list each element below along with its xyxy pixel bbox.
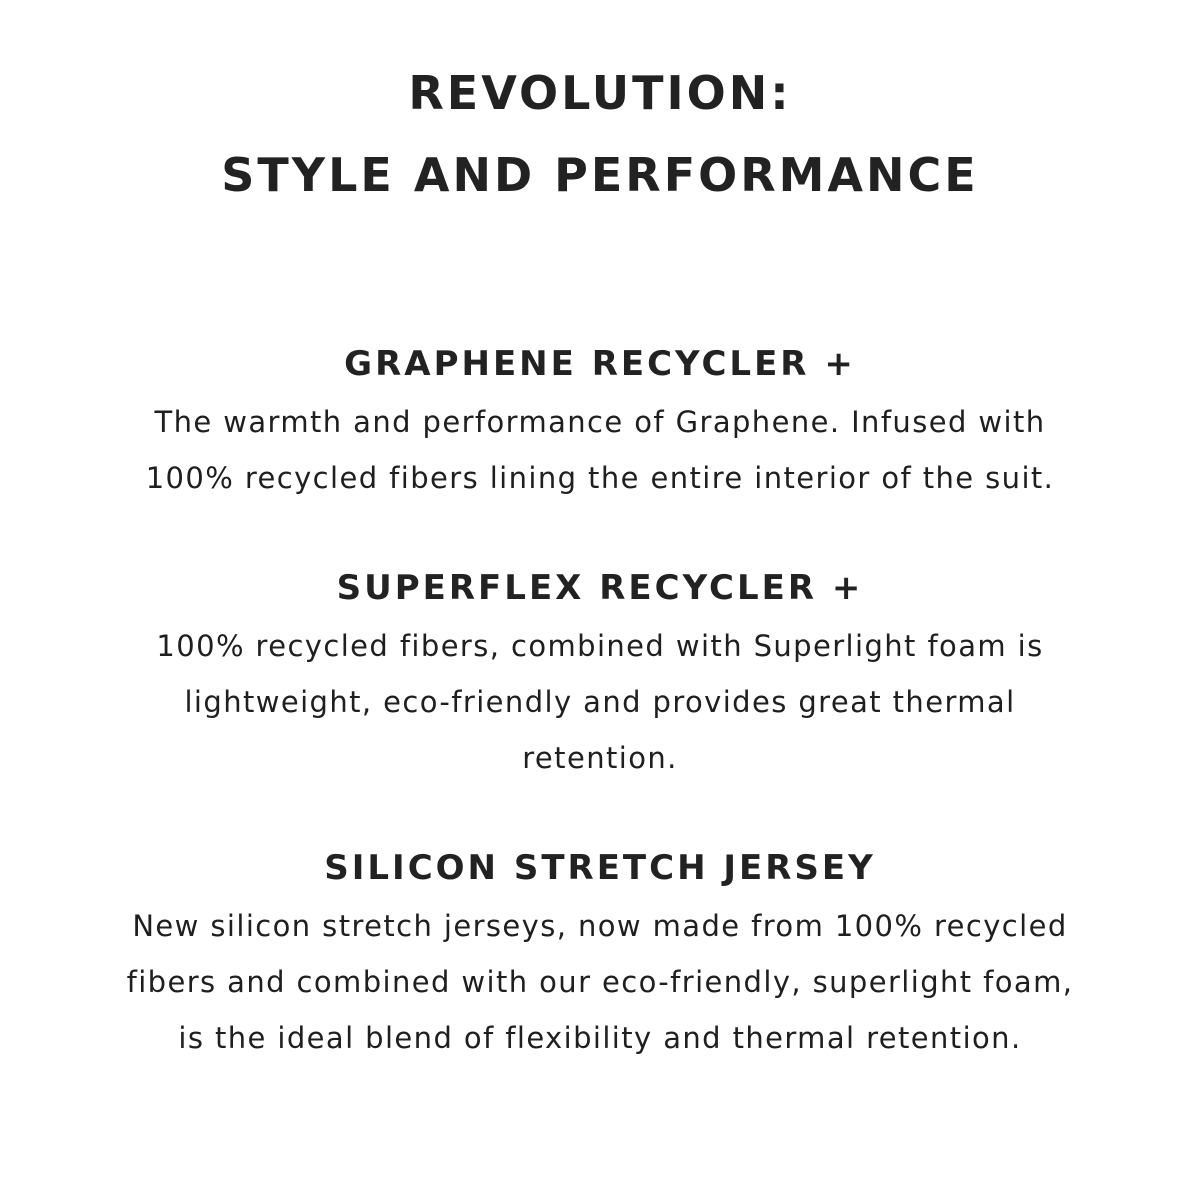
page-title — [0, 52, 1200, 216]
feature-title: GRAPHENE RECYCLER + — [344, 344, 856, 384]
feature-title: SUPERFLEX RECYCLER + — [336, 568, 864, 608]
feature-description: 100% recycled fibers, combined with Superlight foam is lightweight, eco-friendly and provides great thermal retention. — [156, 629, 1044, 775]
feature-superflex-recycler — [120, 558, 1080, 786]
feature-title: SILICON STRETCH JERSEY — [324, 848, 876, 888]
page-title-line-2: STYLE AND PERFORMANCE — [221, 148, 979, 202]
feature-description: The warmth and performance of Graphene. Infused with 100% recycled fibers lining the entire interior of the suit. — [145, 405, 1055, 495]
feature-description: New silicon stretch jerseys, now made from 100% recycled fibers and combined with our eco-friendly, superlight foam, is the ideal blend of flexibility and thermal retention. — [126, 909, 1074, 1055]
feature-list — [0, 334, 1200, 1066]
feature-graphene-recycler — [120, 334, 1080, 506]
page-title-line-1: REVOLUTION: — [408, 66, 792, 120]
feature-silicon-stretch-jersey — [120, 838, 1080, 1066]
